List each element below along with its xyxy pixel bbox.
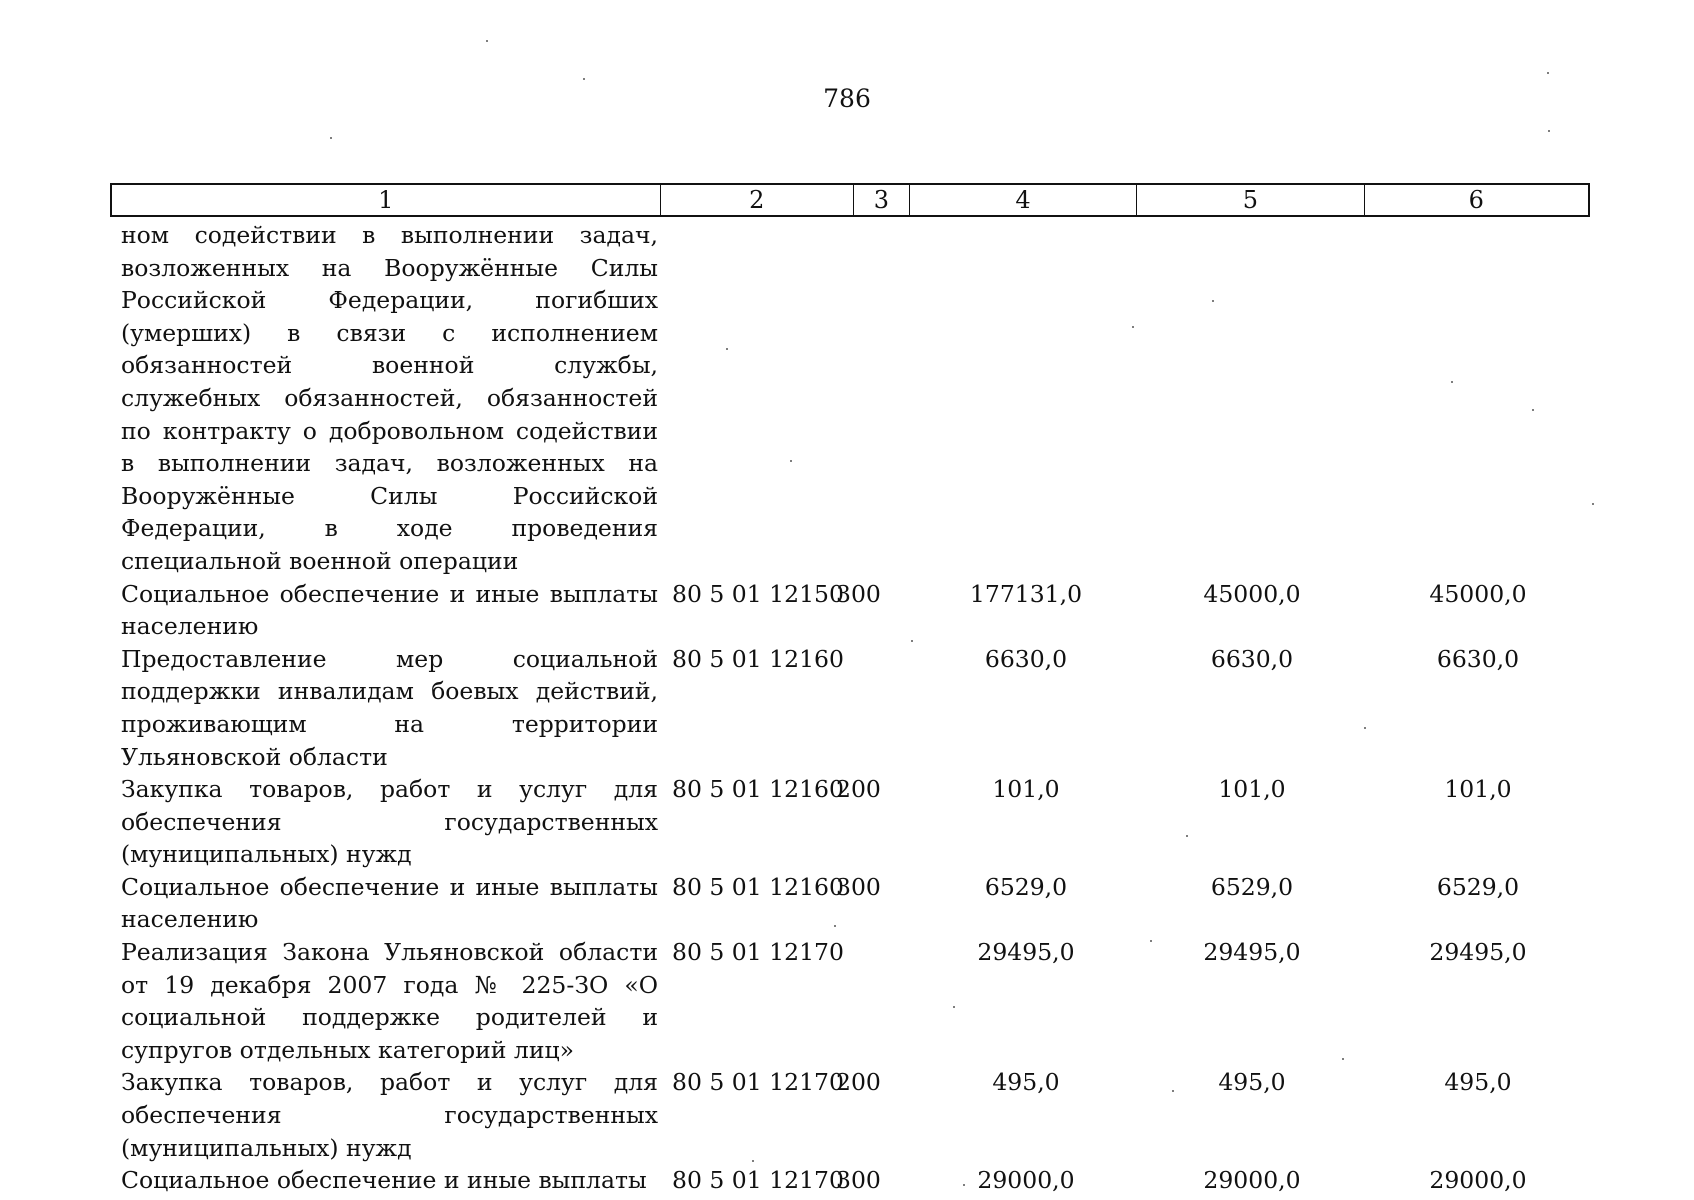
row-value-col5: 29000,0 — [1203, 1166, 1301, 1195]
row-value-col4: 177131,0 — [969, 579, 1083, 608]
row-value-col4: 6529,0 — [984, 872, 1068, 901]
scan-speck — [1548, 130, 1550, 132]
scan-speck — [583, 78, 585, 80]
row-expense-type — [836, 219, 914, 578]
row-expense-type — [836, 936, 914, 1066]
scan-speck — [1132, 326, 1134, 328]
row-description: Социальное обеспечение и иные выплаты — [121, 1166, 647, 1195]
row-code: 80 5 01 12170 — [672, 938, 844, 967]
row-value-col6: 6630,0 — [1436, 644, 1520, 673]
scan-speck — [1451, 381, 1453, 383]
row-description: Социальное обеспечение и иные выплаты населению — [121, 579, 658, 641]
scan-speck — [1364, 727, 1366, 729]
scan-speck — [1547, 72, 1549, 74]
row-description: ном содействии в выполнении задач, возложенных на Вооружённые Силы Российской Федерации, погибших (умерших) в связи с исполнением обязанностей военной службы, служебных обязанностей, обязанностей по контракту о добровольном содействии в выполнении задач, возложенных на Вооружённые Силы Российской Федерации, в ходе проведения специальной военной операции — [121, 221, 658, 575]
row-value-col5: 45000,0 — [1203, 579, 1301, 608]
row-expense-type: 200 — [836, 1068, 881, 1097]
scan-speck — [911, 640, 913, 642]
row-value-col5: 6630,0 — [1210, 644, 1294, 673]
row-expense-type: 300 — [836, 579, 881, 608]
scan-speck — [963, 1184, 965, 1186]
row-value-col6: 101,0 — [1444, 775, 1512, 804]
column-header-5: 5 — [1137, 185, 1364, 215]
row-description: Предоставление мер социальной поддержки инвалидам боевых действий, проживающим на территории Ульяновской области — [121, 644, 658, 771]
row-code: 80 5 01 12170 — [672, 1068, 844, 1097]
row-value-col4: 101,0 — [992, 775, 1060, 804]
row-expense-type: 300 — [836, 1166, 881, 1195]
scan-speck — [953, 1006, 955, 1008]
row-value-col5: 495,0 — [1218, 1068, 1286, 1097]
row-value-col5: 29495,0 — [1203, 938, 1301, 967]
row-code: 80 5 01 12160 — [672, 872, 844, 901]
table-row — [110, 578, 1590, 643]
row-expense-type: 300 — [836, 872, 881, 901]
table-row — [110, 643, 1590, 773]
scan-speck — [726, 348, 728, 350]
row-code: 80 5 01 12170 — [672, 1166, 844, 1195]
row-value-col4 — [914, 219, 1138, 578]
row-description: Закупка товаров, работ и услуг для обеспечения государственных (муниципальных) нужд — [121, 775, 658, 869]
scan-speck — [1172, 1090, 1174, 1092]
scan-speck — [1592, 503, 1594, 505]
scan-speck — [1212, 300, 1214, 302]
column-header-1: 1 — [112, 185, 661, 215]
row-code — [658, 219, 836, 578]
row-code: 80 5 01 12150 — [672, 579, 844, 608]
row-description: Закупка товаров, работ и услуг для обеспечения государственных (муниципальных) нужд — [121, 1068, 658, 1162]
row-value-col6: 45000,0 — [1429, 579, 1527, 608]
table-row — [110, 871, 1590, 936]
row-value-col5: 6529,0 — [1210, 872, 1294, 901]
scan-speck — [834, 925, 836, 927]
column-header-6: 6 — [1468, 186, 1484, 214]
column-header-4: 4 — [910, 185, 1137, 215]
table-row — [110, 1066, 1590, 1164]
page-number: 786 — [823, 84, 871, 113]
row-value-col5 — [1138, 219, 1366, 578]
row-value-col6: 6529,0 — [1436, 872, 1520, 901]
scan-speck — [1150, 940, 1152, 942]
row-value-col4: 6630,0 — [984, 644, 1068, 673]
row-value-col4: 29495,0 — [977, 938, 1075, 967]
table-row — [110, 773, 1590, 871]
row-value-col4: 495,0 — [992, 1068, 1060, 1097]
table-row — [110, 1164, 1590, 1197]
table-header — [110, 183, 1590, 217]
row-value-col6: 495,0 — [1444, 1068, 1512, 1097]
scan-speck — [752, 1160, 754, 1162]
row-value-col6: 29495,0 — [1429, 938, 1527, 967]
row-description: Реализация Закона Ульяновской области от 19 декабря 2007 года № 225-ЗО «О социальной поддержке родителей и супругов отдельных категорий лиц» — [121, 938, 658, 1064]
row-description: Социальное обеспечение и иные выплаты населению — [121, 872, 658, 934]
row-expense-type: 200 — [836, 775, 881, 804]
scan-speck — [1532, 409, 1534, 411]
table-body — [110, 219, 1590, 1197]
scan-speck — [1186, 835, 1188, 837]
scan-speck — [1342, 1058, 1344, 1060]
row-value-col6: 29000,0 — [1429, 1166, 1527, 1195]
row-expense-type — [836, 643, 914, 773]
row-value-col4: 29000,0 — [977, 1166, 1075, 1195]
column-header-3: 3 — [854, 185, 910, 215]
row-code: 80 5 01 12160 — [672, 775, 844, 804]
row-value-col5: 101,0 — [1218, 775, 1286, 804]
scan-speck — [790, 460, 792, 462]
scan-speck — [330, 137, 332, 139]
scan-speck — [486, 40, 488, 42]
row-value-col6 — [1366, 219, 1590, 578]
table-row — [110, 219, 1590, 578]
table-row — [110, 936, 1590, 1066]
row-code: 80 5 01 12160 — [672, 644, 844, 673]
column-header-2: 2 — [661, 185, 854, 215]
